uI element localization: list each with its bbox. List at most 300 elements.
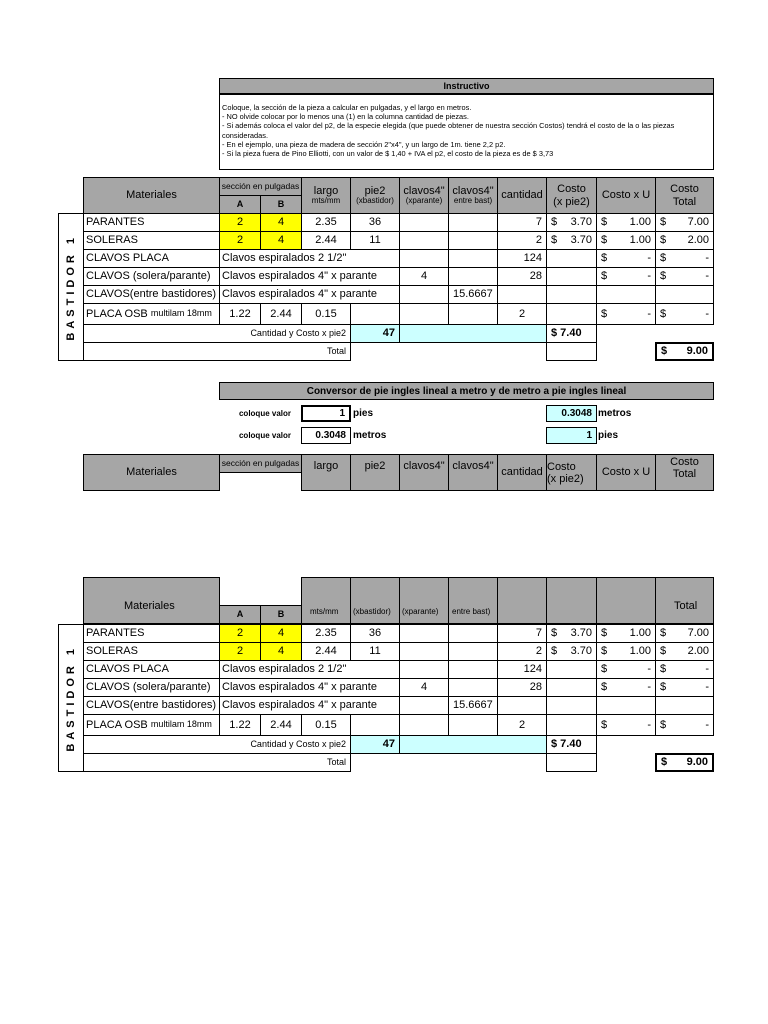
row-pie2-text: 11 xyxy=(369,645,381,658)
conversor-row2-label xyxy=(219,427,295,443)
row-costo[interactable] xyxy=(546,714,597,736)
header-cantidad-text: cantidad xyxy=(501,189,543,202)
header-pie2-sub: (xbastidor) xyxy=(356,196,394,206)
row-largo[interactable] xyxy=(301,642,351,661)
row-b[interactable] xyxy=(260,231,302,250)
row-total xyxy=(655,660,714,679)
bastidor-side-label xyxy=(58,624,84,772)
row-costo-u xyxy=(596,285,656,304)
row-b[interactable] xyxy=(260,624,302,643)
row-total xyxy=(655,642,714,661)
conversor-label-text: coloque valor xyxy=(238,430,291,440)
total-value xyxy=(655,342,714,361)
row-cantidad[interactable] xyxy=(497,696,547,715)
header-total-sub: Total xyxy=(674,600,698,612)
row-pie2 xyxy=(350,213,400,232)
header-b xyxy=(260,195,302,214)
row-b[interactable] xyxy=(260,714,302,736)
bastidor-side-text: BASTIDOR 1 xyxy=(65,644,77,752)
conversor-meters-result xyxy=(546,405,597,422)
row-material xyxy=(83,231,220,250)
row-largo-text: 0.15 xyxy=(315,307,337,320)
currency-sign: $ xyxy=(601,270,608,283)
header-clavos2-text: clavos4" xyxy=(452,460,494,472)
total-value-text: 9.00 xyxy=(686,756,708,769)
row-description xyxy=(219,267,400,286)
row-cantidad-text: 2 xyxy=(535,234,542,247)
row-costo-text: 3.70 xyxy=(570,627,592,640)
row-clavos1 xyxy=(399,285,449,304)
header-clavos-bastidor xyxy=(448,454,498,491)
row-costo-u-text: - xyxy=(647,270,651,283)
row-total xyxy=(655,285,714,304)
row-clavos2-text: 15.6667 xyxy=(453,288,493,301)
row-description xyxy=(219,696,400,715)
row-clavos1-text: 4 xyxy=(420,681,428,694)
row-a-text: 1.22 xyxy=(229,718,251,731)
row-clavos1 xyxy=(399,213,449,232)
row-b-text: 4 xyxy=(277,216,285,229)
row-largo-text: 2.44 xyxy=(315,645,337,658)
row-costo-u xyxy=(596,678,656,697)
row-largo[interactable] xyxy=(301,714,351,736)
row-largo[interactable] xyxy=(301,303,351,325)
header-a xyxy=(219,195,261,214)
row-costo-u-text: - xyxy=(647,681,651,694)
row-b[interactable] xyxy=(260,213,302,232)
instructivo-line: - Si la pieza fuera de Pino Elliotti, con un valor de $ 1,40 + IVA el p2, el costo de la pieza es de $ 3,73 xyxy=(222,149,554,159)
row-b-text: 2.44 xyxy=(270,307,292,320)
row-costo-u xyxy=(596,696,656,715)
total-label xyxy=(83,753,351,772)
summary-pie2-total xyxy=(350,324,400,343)
row-pie2-text: 36 xyxy=(368,627,382,640)
currency-sign: $ xyxy=(601,234,608,247)
row-total-text: - xyxy=(705,681,709,694)
header-costo-text: Costo xyxy=(547,460,576,473)
row-clavos1 xyxy=(399,642,449,661)
row-cantidad[interactable] xyxy=(497,267,547,286)
currency-sign: $ xyxy=(661,756,668,769)
row-clavos1 xyxy=(399,303,449,325)
row-total xyxy=(655,231,714,250)
row-material xyxy=(83,642,220,661)
conversor-unit-text: metros xyxy=(353,430,387,441)
header-clavos1-text: clavos4" xyxy=(403,460,445,472)
conversor-feet-input[interactable] xyxy=(301,405,351,422)
row-total-text: 2.00 xyxy=(687,234,709,247)
row-costo[interactable] xyxy=(546,303,597,325)
summary-pie2-text: 47 xyxy=(382,738,395,751)
row-clavos2[interactable] xyxy=(448,696,498,715)
conversor-feet-value: 1 xyxy=(586,430,592,441)
row-costo[interactable] xyxy=(546,642,597,661)
conversor-unit-text: pies xyxy=(353,408,374,419)
conversor-row1-result-unit xyxy=(598,405,631,422)
row-cantidad[interactable] xyxy=(497,249,547,268)
row-clavos2 xyxy=(448,303,498,325)
currency-sign: $ xyxy=(601,718,608,731)
currency-sign: $ xyxy=(660,270,667,283)
bastidor-side-text: BASTIDOR 1 xyxy=(65,233,77,341)
currency-sign: $ xyxy=(601,216,608,229)
row-clavos2 xyxy=(448,249,498,268)
row-b-text: 4 xyxy=(277,234,285,247)
currency-sign: $ xyxy=(660,645,667,658)
row-total-text: 2.00 xyxy=(687,645,709,658)
conversor-row2-result-unit xyxy=(598,427,618,444)
row-costo[interactable] xyxy=(546,285,597,304)
header-cantidad-text: cantidad xyxy=(501,466,543,479)
row-description-text: Clavos espiralados 2 1/2" xyxy=(222,663,347,676)
row-cantidad[interactable] xyxy=(497,303,547,325)
currency-sign: $ xyxy=(660,718,667,731)
row-description xyxy=(219,285,400,304)
summary-label xyxy=(83,324,351,343)
row-material xyxy=(83,678,220,697)
total-spacer xyxy=(546,342,597,361)
summary-fill xyxy=(399,324,547,343)
row-a[interactable] xyxy=(219,303,261,325)
summary-pie2-total xyxy=(350,735,400,754)
conversor-row1-unit xyxy=(353,405,373,422)
row-costo-u-text: 1.00 xyxy=(629,645,651,658)
conversor-feet-result xyxy=(546,427,597,444)
row-cantidad[interactable] xyxy=(497,660,547,679)
header-costo-total xyxy=(655,177,714,214)
currency-sign: $ xyxy=(551,216,558,229)
row-a[interactable] xyxy=(219,714,261,736)
currency-sign: $ xyxy=(601,627,608,640)
header-a-text: A xyxy=(236,198,244,209)
row-cantidad-text: 2 xyxy=(518,307,526,320)
total-label xyxy=(83,342,351,361)
row-material-text: CLAVOS PLACA xyxy=(86,663,169,676)
currency-sign: $ xyxy=(660,307,667,320)
currency-sign: $ xyxy=(551,234,558,247)
row-clavos1 xyxy=(399,714,449,736)
row-clavos1 xyxy=(399,231,449,250)
header-seccion xyxy=(219,177,302,196)
row-cantidad[interactable] xyxy=(497,678,547,697)
row-a-text: 2 xyxy=(236,234,244,247)
row-pie2 xyxy=(350,303,400,325)
row-costo-u-text: 1.00 xyxy=(629,627,651,640)
row-b[interactable] xyxy=(260,642,302,661)
row-material-text: PLACA OSB xyxy=(86,718,148,731)
header-materiales xyxy=(83,177,220,214)
row-costo[interactable] xyxy=(546,660,597,679)
row-costo-u-text: - xyxy=(647,252,651,265)
header-clavos2-text: clavos4" xyxy=(452,185,494,198)
row-clavos2 xyxy=(448,267,498,286)
row-clavos1[interactable] xyxy=(399,678,449,697)
currency-sign: $ xyxy=(601,663,608,676)
header-total-sub: Total xyxy=(672,468,697,481)
total-value-text: 9.00 xyxy=(686,345,708,358)
instructivo-line: - Si además coloca el valor del p2, de la especie elegida (que puede obtener de nuestra sección Costos) tendrá el costo de la o las piezas consideradas. xyxy=(222,121,675,140)
currency-sign: $ xyxy=(601,645,608,658)
row-cantidad[interactable] xyxy=(497,231,547,250)
header-largo xyxy=(301,577,351,624)
header-pie2-text: pie2 xyxy=(364,460,386,472)
currency-sign: $ xyxy=(660,681,667,694)
header-clavos1-sub: (xparante) xyxy=(405,196,443,206)
row-a-text: 1.22 xyxy=(229,307,251,320)
header-clavos-bastidor xyxy=(448,577,498,624)
currency-sign: $ xyxy=(601,252,608,265)
currency-sign: $ xyxy=(660,627,667,640)
header-seccion xyxy=(219,454,302,473)
row-material-text: CLAVOS PLACA xyxy=(86,252,169,265)
instructivo-line: - NO olvide colocar por lo menos una (1) en la columna cantidad de piezas. xyxy=(222,112,469,122)
row-costo-u xyxy=(596,642,656,661)
row-costo[interactable] xyxy=(546,678,597,697)
header-clavos-parante xyxy=(399,577,449,624)
conversor-title-text: Conversor de pie ingles lineal a metro y de metro a pie ingles lineal xyxy=(306,385,627,397)
row-clavos2 xyxy=(448,714,498,736)
summary-costo-text: $ 7.40 xyxy=(551,738,582,751)
row-clavos1-text: 4 xyxy=(420,270,428,283)
currency-sign: $ xyxy=(601,307,608,320)
header-b xyxy=(260,605,302,624)
row-a-text: 2 xyxy=(236,627,244,640)
conversor-row1-label xyxy=(219,405,295,421)
summary-label-text: Cantidad y Costo x pie2 xyxy=(250,327,346,338)
header-pie2-text: pie2 xyxy=(364,185,386,198)
row-costo-u xyxy=(596,267,656,286)
summary-costo-pie2 xyxy=(546,324,597,343)
row-clavos2[interactable] xyxy=(448,285,498,304)
row-largo-text: 0.15 xyxy=(315,718,337,731)
row-clavos1[interactable] xyxy=(399,267,449,286)
header-b-text: B xyxy=(277,608,285,619)
header-clavos-parante xyxy=(399,454,449,491)
header-materiales xyxy=(83,577,220,624)
header-clavos2-sub: entre bast) xyxy=(452,607,491,616)
header-total-text: Costo xyxy=(670,456,699,468)
header-b-text: B xyxy=(277,198,285,209)
header-materiales xyxy=(83,454,220,491)
row-clavos2-text: 15.6667 xyxy=(453,699,493,712)
row-costo[interactable] xyxy=(546,267,597,286)
row-total-text: - xyxy=(705,252,709,265)
conversor-result-unit-text: metros xyxy=(598,408,632,419)
row-total-text: - xyxy=(705,270,709,283)
header-costo-u xyxy=(596,577,656,624)
conversor-title xyxy=(219,382,714,400)
row-costo-u xyxy=(596,624,656,643)
row-cantidad-text: 28 xyxy=(529,681,542,694)
row-description-text: Clavos espiralados 4" x parante xyxy=(222,681,377,694)
row-total-text: 7.00 xyxy=(687,627,709,640)
header-costo-u-text: Costo x U xyxy=(601,189,651,202)
row-costo-u xyxy=(596,231,656,250)
header-cantidad xyxy=(497,177,547,214)
row-costo[interactable] xyxy=(546,696,597,715)
header-pie2 xyxy=(350,577,400,624)
row-total xyxy=(655,678,714,697)
materials-table-2-header-top xyxy=(0,454,768,485)
materials-table-2 xyxy=(0,598,768,778)
header-largo xyxy=(301,177,351,214)
header-clavos-bastidor xyxy=(448,177,498,214)
header-a xyxy=(219,605,261,624)
row-largo[interactable] xyxy=(301,624,351,643)
row-material xyxy=(83,213,220,232)
row-clavos2 xyxy=(448,231,498,250)
row-a-text: 2 xyxy=(236,216,244,229)
row-costo[interactable] xyxy=(546,213,597,232)
row-costo-u xyxy=(596,660,656,679)
summary-fill xyxy=(399,735,547,754)
header-largo-unit: mts/mm xyxy=(310,607,339,616)
header-total-sub: Total xyxy=(672,195,697,208)
row-a[interactable] xyxy=(219,213,261,232)
row-total-text: - xyxy=(705,663,709,676)
conversor-meters-input-value: 0.3048 xyxy=(315,430,346,441)
row-description-text: Clavos espiralados 4" x parante xyxy=(222,288,377,301)
summary-costo-text: $ 7.40 xyxy=(551,327,582,340)
row-material xyxy=(83,714,220,736)
row-material xyxy=(83,303,220,325)
row-cantidad-text: 2 xyxy=(518,718,526,731)
header-a-text: A xyxy=(236,608,244,619)
row-material xyxy=(83,249,220,268)
total-label-text: Total xyxy=(326,345,346,356)
row-material xyxy=(83,624,220,643)
row-pie2 xyxy=(350,624,400,643)
header-costo xyxy=(546,454,597,491)
row-costo-text: 3.70 xyxy=(570,645,592,658)
currency-sign: $ xyxy=(660,234,667,247)
row-clavos1 xyxy=(399,249,449,268)
row-total xyxy=(655,624,714,643)
header-costo xyxy=(546,177,597,214)
instructivo-line: Coloque, la sección de la pieza a calcular en pulgadas, y el largo en metros. xyxy=(222,103,472,112)
header-largo xyxy=(301,454,351,491)
header-pie2 xyxy=(350,177,400,214)
summary-pie2-text: 47 xyxy=(382,327,395,340)
row-cantidad-text: 7 xyxy=(535,627,542,640)
total-label-text: Total xyxy=(326,756,346,767)
row-costo[interactable] xyxy=(546,624,597,643)
header-costo-sub: (x pie2) xyxy=(547,473,584,485)
header-costo-u xyxy=(596,177,656,214)
row-b-text: 4 xyxy=(277,645,285,658)
row-total-text: 7.00 xyxy=(687,216,709,229)
row-cantidad-text: 124 xyxy=(523,252,542,265)
row-b[interactable] xyxy=(260,303,302,325)
row-material-text: PARANTES xyxy=(86,627,145,640)
row-total xyxy=(655,303,714,325)
header-clavos2-sub: entre bast) xyxy=(453,196,493,206)
row-pie2-text: 11 xyxy=(369,234,381,247)
row-material xyxy=(83,660,220,679)
row-a-text: 2 xyxy=(236,645,244,658)
header-largo-text: largo xyxy=(313,185,339,198)
row-cantidad[interactable] xyxy=(497,714,547,736)
row-costo-u xyxy=(596,714,656,736)
header-pie2-sub: (xbastidor) xyxy=(353,607,391,616)
total-value xyxy=(655,753,714,772)
row-material-text: CLAVOS(entre bastidores) xyxy=(86,699,217,712)
row-cantidad[interactable] xyxy=(497,642,547,661)
bastidor-side-label xyxy=(58,213,84,361)
row-cantidad[interactable] xyxy=(497,213,547,232)
row-costo[interactable] xyxy=(546,231,597,250)
instructivo-title-text: Instructivo xyxy=(443,81,490,91)
header-clavos-parante xyxy=(399,177,449,214)
currency-sign: $ xyxy=(551,627,558,640)
header-costo-total xyxy=(655,454,714,491)
row-material-text: CLAVOS (solera/parante) xyxy=(86,270,211,283)
row-pie2 xyxy=(350,642,400,661)
row-largo-text: 2.35 xyxy=(315,216,337,229)
row-description xyxy=(219,660,400,679)
currency-sign: $ xyxy=(660,216,667,229)
row-costo[interactable] xyxy=(546,249,597,268)
total-spacer xyxy=(546,753,597,772)
row-cantidad-text: 124 xyxy=(523,663,542,676)
materials-table-1 xyxy=(0,0,768,370)
row-clavos2 xyxy=(448,642,498,661)
row-a[interactable] xyxy=(219,231,261,250)
row-total xyxy=(655,213,714,232)
row-cantidad[interactable] xyxy=(497,624,547,643)
row-largo[interactable] xyxy=(301,213,351,232)
currency-sign: $ xyxy=(660,663,667,676)
row-a[interactable] xyxy=(219,624,261,643)
row-clavos1 xyxy=(399,696,449,715)
header-largo-text: largo xyxy=(313,460,339,472)
header-costo-u xyxy=(596,454,656,491)
row-cantidad-text: 7 xyxy=(535,216,542,229)
conversor-row2-unit xyxy=(353,427,386,444)
header-total-text: Costo xyxy=(670,183,699,196)
row-clavos1 xyxy=(399,624,449,643)
row-costo-u-text: 1.00 xyxy=(629,234,651,247)
row-material-text: CLAVOS (solera/parante) xyxy=(86,681,211,694)
row-cantidad-text: 2 xyxy=(535,645,542,658)
row-material-small-text: multilam 18mm xyxy=(150,308,212,319)
row-material-small-text: multilam 18mm xyxy=(150,719,212,730)
row-total xyxy=(655,696,714,715)
summary-label-text: Cantidad y Costo x pie2 xyxy=(250,738,346,749)
header-largo-unit: mts/mm xyxy=(311,196,341,206)
row-largo-text: 2.44 xyxy=(315,234,337,247)
row-total xyxy=(655,267,714,286)
header-materiales-text: Materiales xyxy=(124,600,175,612)
row-material-text: CLAVOS(entre bastidores) xyxy=(86,288,217,301)
row-description-text: Clavos espiralados 4" x parante xyxy=(222,270,377,283)
currency-sign: $ xyxy=(661,345,668,358)
row-largo[interactable] xyxy=(301,231,351,250)
header-costo-total xyxy=(655,577,714,624)
row-costo-u-text: - xyxy=(647,663,651,676)
header-costo xyxy=(546,577,597,624)
header-costo-sub: (x pie2) xyxy=(553,195,590,208)
row-cantidad[interactable] xyxy=(497,285,547,304)
row-b-text: 4 xyxy=(277,627,285,640)
conversor-meters-input[interactable] xyxy=(301,427,351,444)
header-cantidad xyxy=(497,454,547,491)
currency-sign: $ xyxy=(660,252,667,265)
row-description xyxy=(219,678,400,697)
row-costo-u xyxy=(596,303,656,325)
row-a[interactable] xyxy=(219,642,261,661)
row-costo-text: 3.70 xyxy=(570,216,592,229)
